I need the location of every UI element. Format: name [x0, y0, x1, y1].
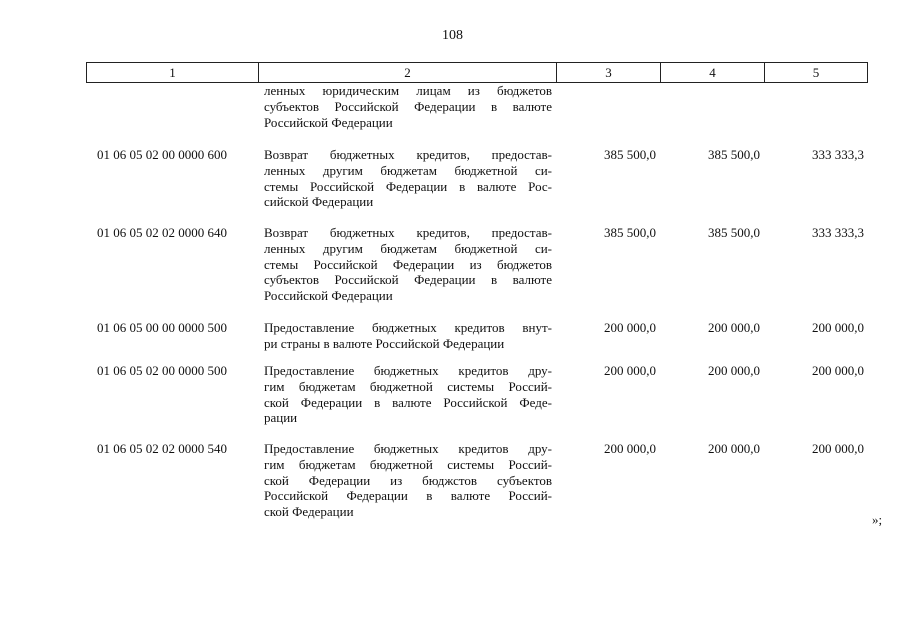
description-line: ской Федерации из бюджстов субъектов — [264, 472, 552, 488]
value-col-5: 333 333,3 — [812, 147, 864, 162]
value-col-5: 200 000,0 — [812, 441, 864, 456]
value-col-4: 200 000,0 — [708, 320, 760, 335]
description-line: ленных другим бюджетам бюджетной си- — [264, 240, 552, 256]
value-col-3: 385 500,0 — [604, 225, 656, 240]
value-col-5: 200 000,0 — [812, 320, 864, 335]
description-line: Российской Федерации — [264, 114, 393, 130]
description-line: сийской Федерации — [264, 194, 374, 210]
value-col-4: 385 500,0 — [708, 147, 760, 162]
column-header-5: 5 — [812, 65, 820, 80]
description-line: Возврат бюджетных кредитов, предостав- — [264, 147, 552, 162]
row-description — [264, 225, 552, 304]
description-line: Предоставление бюджетных кредитов дру- — [264, 363, 552, 378]
column-header-2: 2 — [259, 63, 557, 82]
description-line: гим бюджетам бюджетной системы Россий- — [264, 378, 552, 394]
value-col-4: 385 500,0 — [708, 225, 760, 240]
description-line: ри страны в валюте Российской Федерации — [264, 335, 505, 351]
page-number: 108 — [442, 28, 463, 43]
row-description — [264, 320, 552, 352]
description-line: ской Федерации в валюте Российской Феде- — [264, 394, 552, 410]
description-line: Российской Федерации в валюте Россий- — [264, 488, 552, 504]
description-line: ленных другим бюджетам бюджетной си- — [264, 162, 552, 178]
description-line: гим бюджетам бюджетной системы Россий- — [264, 456, 552, 472]
budget-code: 01 06 05 02 00 0000 500 — [97, 363, 227, 378]
row-description — [264, 441, 552, 520]
value-col-5: 200 000,0 — [812, 363, 864, 378]
budget-code: 01 06 05 00 00 0000 500 — [97, 320, 227, 335]
description-line: субъектов Российской Федерации в валюте — [264, 272, 552, 288]
budget-code: 01 06 05 02 00 0000 600 — [97, 147, 227, 162]
description-line: стемы Российской Федерации в валюте Рос- — [264, 178, 552, 194]
value-col-3: 200 000,0 — [604, 441, 656, 456]
column-header-1: 1 — [87, 63, 259, 82]
row-description — [264, 83, 552, 130]
budget-code: 01 06 05 02 02 0000 640 — [97, 225, 227, 240]
closing-quote-mark: »; — [872, 512, 883, 527]
description-line: ской Федерации — [264, 504, 354, 520]
row-description — [264, 147, 552, 210]
description-line: ленных юридическим лицам из бюджетов — [264, 83, 552, 98]
description-line: стемы Российской Федерации из бюджетов — [264, 256, 552, 272]
description-line: Предоставление бюджетных кредитов дру- — [264, 441, 552, 456]
value-col-4: 200 000,0 — [708, 441, 760, 456]
description-line: рации — [264, 410, 298, 426]
value-col-3: 200 000,0 — [604, 320, 656, 335]
budget-code: 01 06 05 02 02 0000 540 — [97, 441, 227, 456]
description-line: Возврат бюджетных кредитов, предостав- — [264, 225, 552, 240]
column-header-4: 4 — [661, 63, 765, 82]
value-col-3: 385 500,0 — [604, 147, 656, 162]
description-line: Российской Федерации — [264, 288, 393, 304]
description-line: субъектов Российской Федерации в валюте — [264, 98, 552, 114]
value-col-3: 200 000,0 — [604, 363, 656, 378]
value-col-5: 333 333,3 — [812, 225, 864, 240]
table-header — [86, 62, 868, 83]
row-description — [264, 363, 552, 426]
description-line: Предоставление бюджетных кредитов внут- — [264, 320, 552, 335]
value-col-4: 200 000,0 — [708, 363, 760, 378]
column-header-3: 3 — [557, 63, 661, 82]
